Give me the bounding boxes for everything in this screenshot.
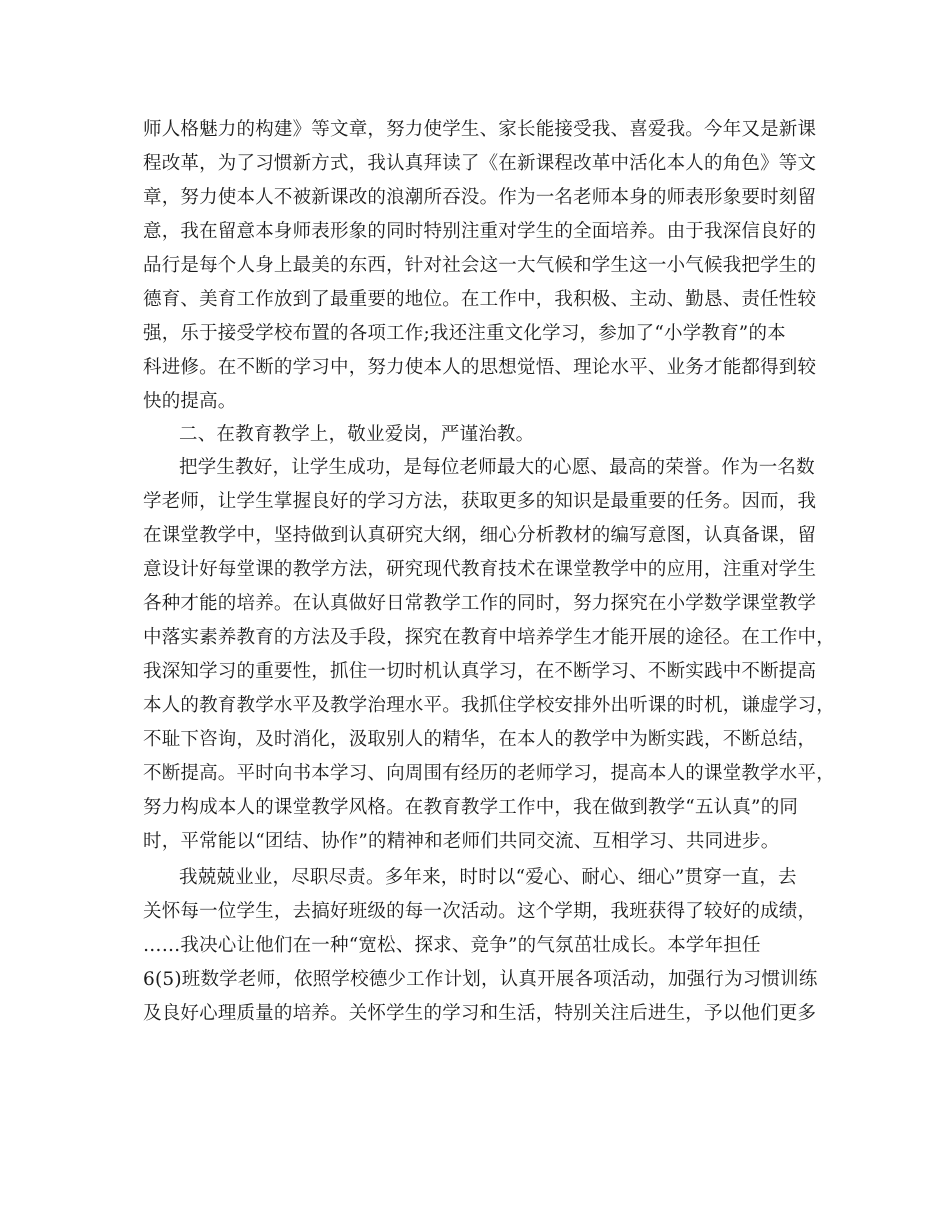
text-line: 中落实素养教育的方法及手段，探究在教育中培养学生才能开展的途径。在工作中，	[143, 627, 835, 648]
text-line: 不断提高。平时向书本学习、向周围有经历的老师学习，提高本人的课堂教学水平，	[143, 763, 835, 784]
text-line: 不耻下咨询，及时消化，汲取别人的精华，在本人的教学中为断实践，不断总结，	[143, 729, 817, 750]
text-line: 努力构成本人的课堂教学风格。在教育教学工作中，我在做到教学“五认真”的同	[143, 797, 799, 818]
text-line: 6(5)班数学老师，依照学校德少工作计划，认真开展各项活动，加强行为习惯训练	[143, 969, 818, 990]
text-line: 把学生教好，让学生成功，是每位老师最大的心愿、最高的荣誉。作为一名数	[179, 457, 815, 478]
text-line: 时，平常能以“团结、协作”的精神和老师们共同交流、互相学习、共同进步。	[143, 831, 780, 852]
text-line: 德育、美育工作放到了最重要的地位。在工作中，我积极、主动、勤恳、责任性较	[143, 289, 817, 310]
text-line: 本人的教育教学水平及教学治理水平。我抓住学校安排外出听课的时机，谦虚学习，	[143, 695, 835, 716]
text-line: 关怀每一位学生，去搞好班级的每一次活动。这个学期，我班获得了较好的成绩，	[143, 901, 817, 922]
text-line: 章，努力使本人不被新课改的浪潮所吞没。作为一名老师本身的师表形象要时刻留	[143, 187, 817, 208]
text-line: 强，乐于接受学校布置的各项工作;我还注重文化学习，参加了“小学教育”的本	[143, 323, 786, 344]
text-line: 快的提高。	[143, 391, 237, 412]
text-line: 品行是每个人身上最美的东西，针对社会这一大气候和学生这一小气候我把学生的	[143, 255, 817, 276]
text-line: 科进修。在不断的学习中，努力使本人的思想觉悟、理论水平、业务才能都得到较	[143, 357, 817, 378]
text-line: 各种才能的培养。在认真做好日常教学工作的同时，努力探究在小学数学课堂教学	[143, 593, 817, 614]
text-line: 意，我在留意本身师表形象的同时特别注重对学生的全面培养。由于我深信良好的	[143, 221, 817, 242]
text-line: 我兢兢业业，尽职尽责。多年来，时时以“爱心、耐心、细心”贯穿一直，去	[179, 867, 797, 888]
text-line: 意设计好每堂课的教学方法，研究现代教育技术在课堂教学中的应用，注重对学生	[143, 559, 817, 580]
text-line: 程改革，为了习惯新方式，我认真拜读了《在新课程改革中活化本人的角色》等文	[143, 153, 817, 174]
text-line: ……我决心让他们在一种“宽松、探求、竞争”的气氛茁壮成长。本学年担任	[143, 935, 761, 956]
text-line: 及良好心理质量的培养。关怀学生的学习和生活，特别关注后进生，予以他们更多	[143, 1003, 817, 1024]
text-line: 师人格魅力的构建》等文章，努力使学生、家长能接受我、喜爱我。今年又是新课	[143, 119, 817, 140]
section-heading: 二、在教育教学上，敬业爱岗，严谨治教。	[179, 424, 535, 445]
text-line: 我深知学习的重要性，抓住一切时机认真学习，在不断学习、不断实践中不断提高	[143, 661, 817, 682]
text-line: 学老师，让学生掌握良好的学习方法，获取更多的知识是最重要的任务。因而，我	[143, 491, 817, 512]
text-line: 在课堂教学中，坚持做到认真研究大纲，细心分析教材的编写意图，认真备课，留	[143, 525, 817, 546]
